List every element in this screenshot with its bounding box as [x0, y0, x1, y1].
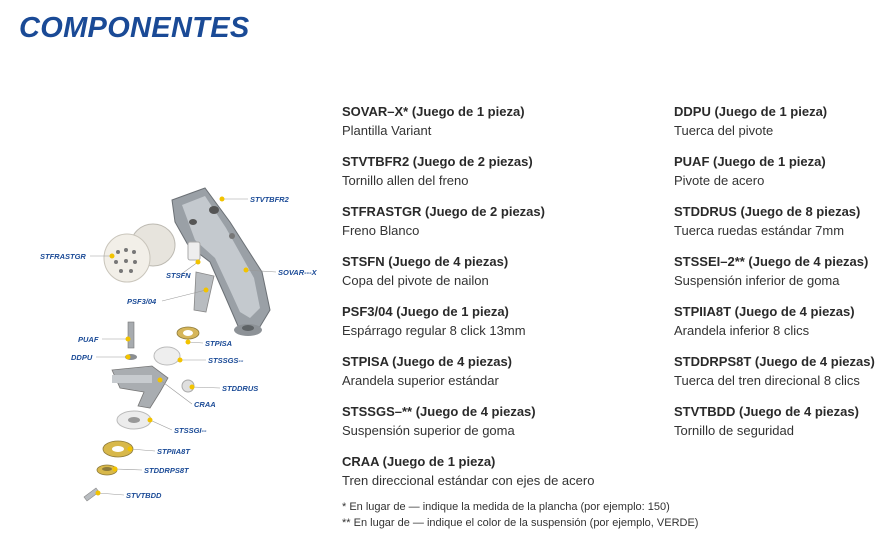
component-description: Copa del pivote de nailon	[342, 273, 489, 288]
component-item	[342, 203, 662, 253]
component-code: DDPU (Juego de 1 pieza)	[674, 104, 828, 119]
component-item	[342, 303, 662, 353]
component-item	[342, 353, 662, 403]
page-title: COMPONENTES	[19, 12, 250, 44]
component-item	[342, 453, 662, 503]
component-description: Tornillo de seguridad	[674, 423, 794, 438]
component-description: Tuerca del tren direcional 8 clics	[674, 373, 860, 388]
label-stddrps8t: STDDRPS8T	[144, 466, 189, 475]
label-craa: CRAA	[194, 400, 216, 409]
component-item	[674, 303, 889, 353]
component-code: STSFN (Juego de 4 piezas)	[342, 254, 509, 269]
label-stpisa: STPISA	[205, 339, 233, 348]
component-code: STSSEI–2** (Juego de 4 piezas)	[674, 254, 869, 269]
component-item	[674, 253, 889, 303]
component-code: STDDRPS8T (Juego de 4 piezas)	[674, 354, 875, 369]
footnote-color: ** En lugar de — indique el color de la suspensión (por ejemplo, VERDE)	[342, 517, 699, 529]
component-code: SOVAR–X* (Juego de 1 pieza)	[342, 104, 525, 119]
component-description: Espárrago regular 8 click 13mm	[342, 323, 526, 338]
component-item	[674, 153, 889, 203]
component-code: STVTBFR2 (Juego de 2 piezas)	[342, 154, 533, 169]
component-code: PSF3/04 (Juego de 1 pieza)	[342, 304, 509, 319]
component-description: Tren direccional estándar con ejes de acero	[342, 473, 595, 488]
component-item	[674, 403, 889, 453]
component-code: STVTBDD (Juego de 4 piezas)	[674, 404, 859, 419]
component-description: Pivote de acero	[674, 173, 765, 188]
label-stddrus: STDDRUS	[222, 384, 259, 393]
exploded-parts-diagram	[30, 180, 340, 510]
components-list-left	[342, 103, 662, 503]
component-item	[342, 253, 662, 303]
label-stpiia8t: STPIIA8T	[157, 447, 190, 456]
component-item	[342, 103, 662, 153]
component-code: STPIIA8T (Juego de 4 piezas)	[674, 304, 855, 319]
component-item	[342, 153, 662, 203]
label-stvtbfr2: STVTBFR2	[250, 195, 289, 204]
component-description: Plantilla Variant	[342, 123, 432, 138]
frame-illustration	[172, 188, 270, 336]
component-description: Suspensión inferior de goma	[674, 273, 840, 288]
component-code: STPISA (Juego de 4 piezas)	[342, 354, 513, 369]
component-description: Arandela superior estándar	[342, 373, 499, 388]
label-ddpu: DDPU	[71, 353, 93, 362]
label-psf3: PSF3/04	[127, 297, 157, 306]
components-list-right	[674, 103, 889, 453]
brake-stopper-illustration	[104, 224, 175, 282]
component-code: PUAF (Juego de 1 pieza)	[674, 154, 826, 169]
component-code: STDDRUS (Juego de 8 piezas)	[674, 204, 861, 219]
label-stssgs: STSSGS--	[208, 356, 244, 365]
component-description: Tuerca ruedas estándar 7mm	[674, 223, 845, 238]
component-code: STFRASTGR (Juego de 2 piezas)	[342, 204, 545, 219]
component-item	[674, 203, 889, 253]
component-description: Suspensión superior de goma	[342, 423, 515, 438]
component-description: Tuerca del pivote	[674, 123, 774, 138]
footnote-size: * En lugar de — indique la medida de la plancha (por ejemplo: 150)	[342, 501, 670, 513]
label-sovar: SOVAR---X	[278, 268, 317, 277]
component-code: CRAA (Juego de 1 pieza)	[342, 454, 496, 469]
footnotes	[342, 499, 698, 531]
label-stssgi: STSSGI--	[174, 426, 207, 435]
label-puaf: PUAF	[78, 335, 99, 344]
component-item	[674, 353, 889, 403]
label-stvtbdd: STVTBDD	[126, 491, 162, 500]
label-stsfn: STSFN	[166, 271, 191, 280]
component-description: Tornillo allen del freno	[342, 173, 469, 188]
component-description: Arandela inferior 8 clics	[674, 323, 810, 338]
component-description: Freno Blanco	[342, 223, 420, 238]
component-code: STSSGS–** (Juego de 4 piezas)	[342, 404, 536, 419]
component-item	[674, 103, 889, 153]
label-stfrastgr: STFRASTGR	[40, 252, 86, 261]
component-item	[342, 403, 662, 453]
